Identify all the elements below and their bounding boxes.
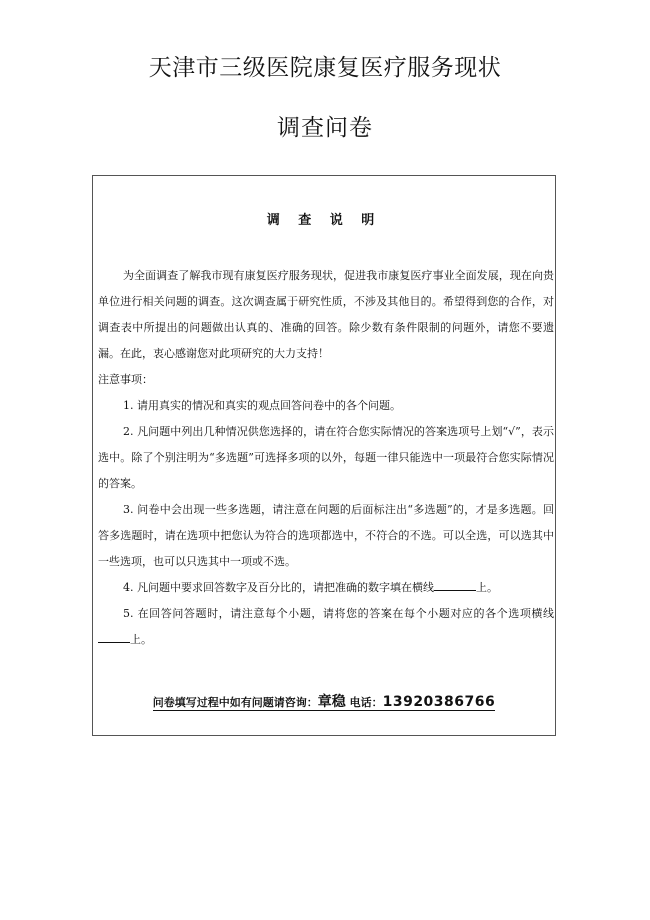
note-item-3: 3. 问卷中会出现一些多选题，请注意在问题的后面标注出“多选题”的，才是多选题。回答多选题时，请在选项中把您认为符合的选项都选中，不符合的不选。可以全选，可以选其中一些选项，也可以只选其中一项或不选。 <box>98 503 554 568</box>
document-title: 天津市三级医院康复医疗服务现状 <box>148 55 502 81</box>
note-item-5-text: 5. 在回答问答题时，请注意每个小题，请将您的答案在每个小题对应的各个选项横线 <box>123 607 554 620</box>
note-item-4 <box>98 575 554 601</box>
instructions-heading: 调 查 说 明 <box>266 213 382 228</box>
number-blank-line <box>434 578 476 591</box>
intro-paragraph: 为全面调查了解我市现有康复医疗服务现状，促进我市康复医疗事业全面发展，现在向贵单位进行相关问题的调查。这次调查属于研究性质，不涉及其他目的。希望得到您的合作，对调查表中所提出的问题做出认真的、准确的回答。除少数有条件限制的问题外，请您不要遗漏。在此，衷心感谢您对此项研究的大力支持！ <box>98 269 554 360</box>
contact-phone-label: 电话： <box>345 696 383 709</box>
document-subtitle: 调查问卷 <box>277 115 373 141</box>
contact-line <box>93 692 555 713</box>
note-item-2: 2. 凡问题中列出几种情况供您选择的，请在符合您实际情况的答案选项号上划“√”，表示选中。除了个别注明为“多选题”可选择多项的以外，每题一律只能选中一项最符合您实际情况的答案。 <box>98 425 554 490</box>
note-item-4-text: 4. 凡问题中要求回答数字及百分比的，请把准确的数字填在横线 <box>123 581 434 594</box>
note-item-5-end: 上。 <box>130 633 152 646</box>
note-item-1: 1. 请用真实的情况和真实的观点回答问卷中的各个问题。 <box>123 399 401 412</box>
answer-blank-line <box>98 630 130 643</box>
notes-label: 注意事项： <box>98 373 153 386</box>
note-item-5 <box>98 601 554 653</box>
contact-prefix: 问卷填写过程中如有问题请咨询： <box>152 696 318 709</box>
contact-phone: 13920386766 <box>382 694 496 710</box>
contact-underlined <box>153 696 496 711</box>
instructions-box <box>92 175 556 736</box>
instructions-body <box>98 263 554 653</box>
note-item-4-end: 上。 <box>476 581 498 594</box>
contact-name: 章稳 <box>317 694 346 710</box>
